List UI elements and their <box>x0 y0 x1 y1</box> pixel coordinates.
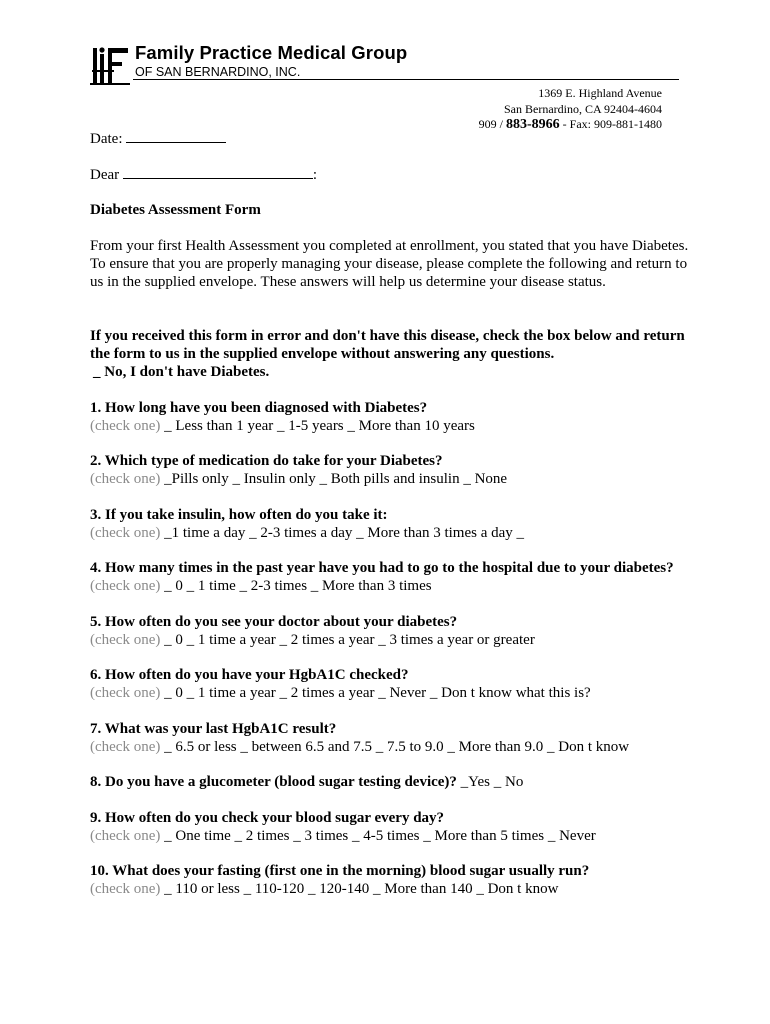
fax-number: - Fax: 909-881-1480 <box>562 117 662 131</box>
answer-options[interactable]: _ 110 or less _ 110-120 _ 120-140 _ More than 140 _ Don t know <box>164 881 559 897</box>
question-3 <box>90 506 710 542</box>
header-divider <box>133 79 679 80</box>
answer-options[interactable]: _ One time _ 2 times _ 3 times _ 4-5 times _ More than 5 times _ Never <box>164 828 596 844</box>
error-notice <box>90 327 690 381</box>
question-title: 3. If you take insulin, how often do you take it: <box>90 507 388 523</box>
check-one-label: (check one) <box>90 739 161 755</box>
date-label: Date: <box>90 131 123 147</box>
check-one-label: (check one) <box>90 685 161 701</box>
question-title-text: 8. Do you have a glucometer (blood sugar testing device)? <box>90 774 457 790</box>
address-block <box>479 86 662 133</box>
intro-paragraph: From your first Health Assessment you completed at enrollment, you stated that you have Diabetes. To ensure that you are properly managing your disease, please complete the following and return to us in the supplied envelope. These answers will help us determine your disease status. <box>90 238 689 290</box>
question-title: 2. Which type of medication do take for your Diabetes? <box>90 453 443 469</box>
question-1 <box>90 399 710 435</box>
org-subtitle: OF SAN BERNARDINO, INC. <box>135 65 301 79</box>
question-4 <box>90 559 710 595</box>
question-title: 5. How often do you see your doctor about your diabetes? <box>90 614 458 630</box>
address-line-1: 1369 E. Highland Avenue <box>538 86 662 100</box>
no-diabetes-option[interactable]: _ No, I don't have Diabetes. <box>93 364 270 380</box>
question-5 <box>90 613 710 649</box>
question-title <box>90 773 710 791</box>
answer-options[interactable]: _Yes _ No <box>460 774 524 790</box>
date-blank[interactable] <box>126 130 226 143</box>
question-options <box>90 417 710 435</box>
date-field <box>90 130 226 148</box>
question-7 <box>90 720 710 756</box>
question-2 <box>90 452 710 488</box>
notice-text: If you received this form in error and don't have this disease, check the box below and return the form to us in the supplied envelope without answering any questions. <box>90 328 685 362</box>
contact-line <box>479 117 662 133</box>
question-title: 4. How many times in the past year have you had to go to the hospital due to your diabetes? <box>90 560 674 576</box>
dear-suffix: : <box>312 167 318 183</box>
dear-label: Dear <box>90 167 120 183</box>
form-title: Diabetes Assessment Form <box>90 202 261 218</box>
answer-options[interactable]: _ 0 _ 1 time a year _ 2 times a year _ Never _ Don t know what this is? <box>164 685 591 701</box>
question-options <box>90 684 710 702</box>
check-one-label: (check one) <box>90 828 161 844</box>
check-one-label: (check one) <box>90 471 161 487</box>
dear-field <box>90 166 317 184</box>
question-options <box>90 827 710 845</box>
address-line-2: San Bernardino, CA 92404-4604 <box>504 101 662 116</box>
question-options <box>90 470 710 488</box>
recipient-blank[interactable] <box>123 166 313 179</box>
question-options <box>90 738 710 756</box>
check-one-label: (check one) <box>90 881 161 897</box>
check-one-label: (check one) <box>90 418 161 434</box>
question-10 <box>90 862 710 898</box>
answer-options[interactable]: _ 0 _ 1 time a year _ 2 times a year _ 3 times a year or greater <box>164 632 535 648</box>
check-one-label: (check one) <box>90 632 161 648</box>
question-title: 1. How long have you been diagnosed with Diabetes? <box>90 400 428 416</box>
check-one-label: (check one) <box>90 525 161 541</box>
phone-number: 883-8966 <box>506 117 560 132</box>
question-title: 6. How often do you have your HgbA1C checked? <box>90 667 409 683</box>
question-6 <box>90 666 710 702</box>
question-title: 10. What does your fasting (first one in the morning) blood sugar usually run? <box>90 863 590 879</box>
question-options <box>90 577 710 595</box>
answer-options[interactable]: _ Less than 1 year _ 1-5 years _ More than 10 years <box>164 418 475 434</box>
practice-logo-icon <box>90 46 130 86</box>
question-options <box>90 631 710 649</box>
check-one-label: (check one) <box>90 578 161 594</box>
answer-options[interactable]: _1 time a day _ 2-3 times a day _ More than 3 times a day _ <box>164 525 525 541</box>
question-options <box>90 880 710 898</box>
question-options <box>90 524 710 542</box>
question-9 <box>90 809 710 845</box>
answer-options[interactable]: _Pills only _ Insulin only _ Both pills and insulin _ None <box>164 471 508 487</box>
phone-area-code: 909 / <box>478 117 503 131</box>
question-title: 7. What was your last HgbA1C result? <box>90 721 337 737</box>
question-title: 9. How often do you check your blood sugar every day? <box>90 810 445 826</box>
question-8 <box>90 773 710 791</box>
answer-options[interactable]: _ 0 _ 1 time _ 2-3 times _ More than 3 times <box>164 578 432 594</box>
org-name: Family Practice Medical Group <box>135 42 408 63</box>
answer-options[interactable]: _ 6.5 or less _ between 6.5 and 7.5 _ 7.5 to 9.0 _ More than 9.0 _ Don t know <box>164 739 630 755</box>
